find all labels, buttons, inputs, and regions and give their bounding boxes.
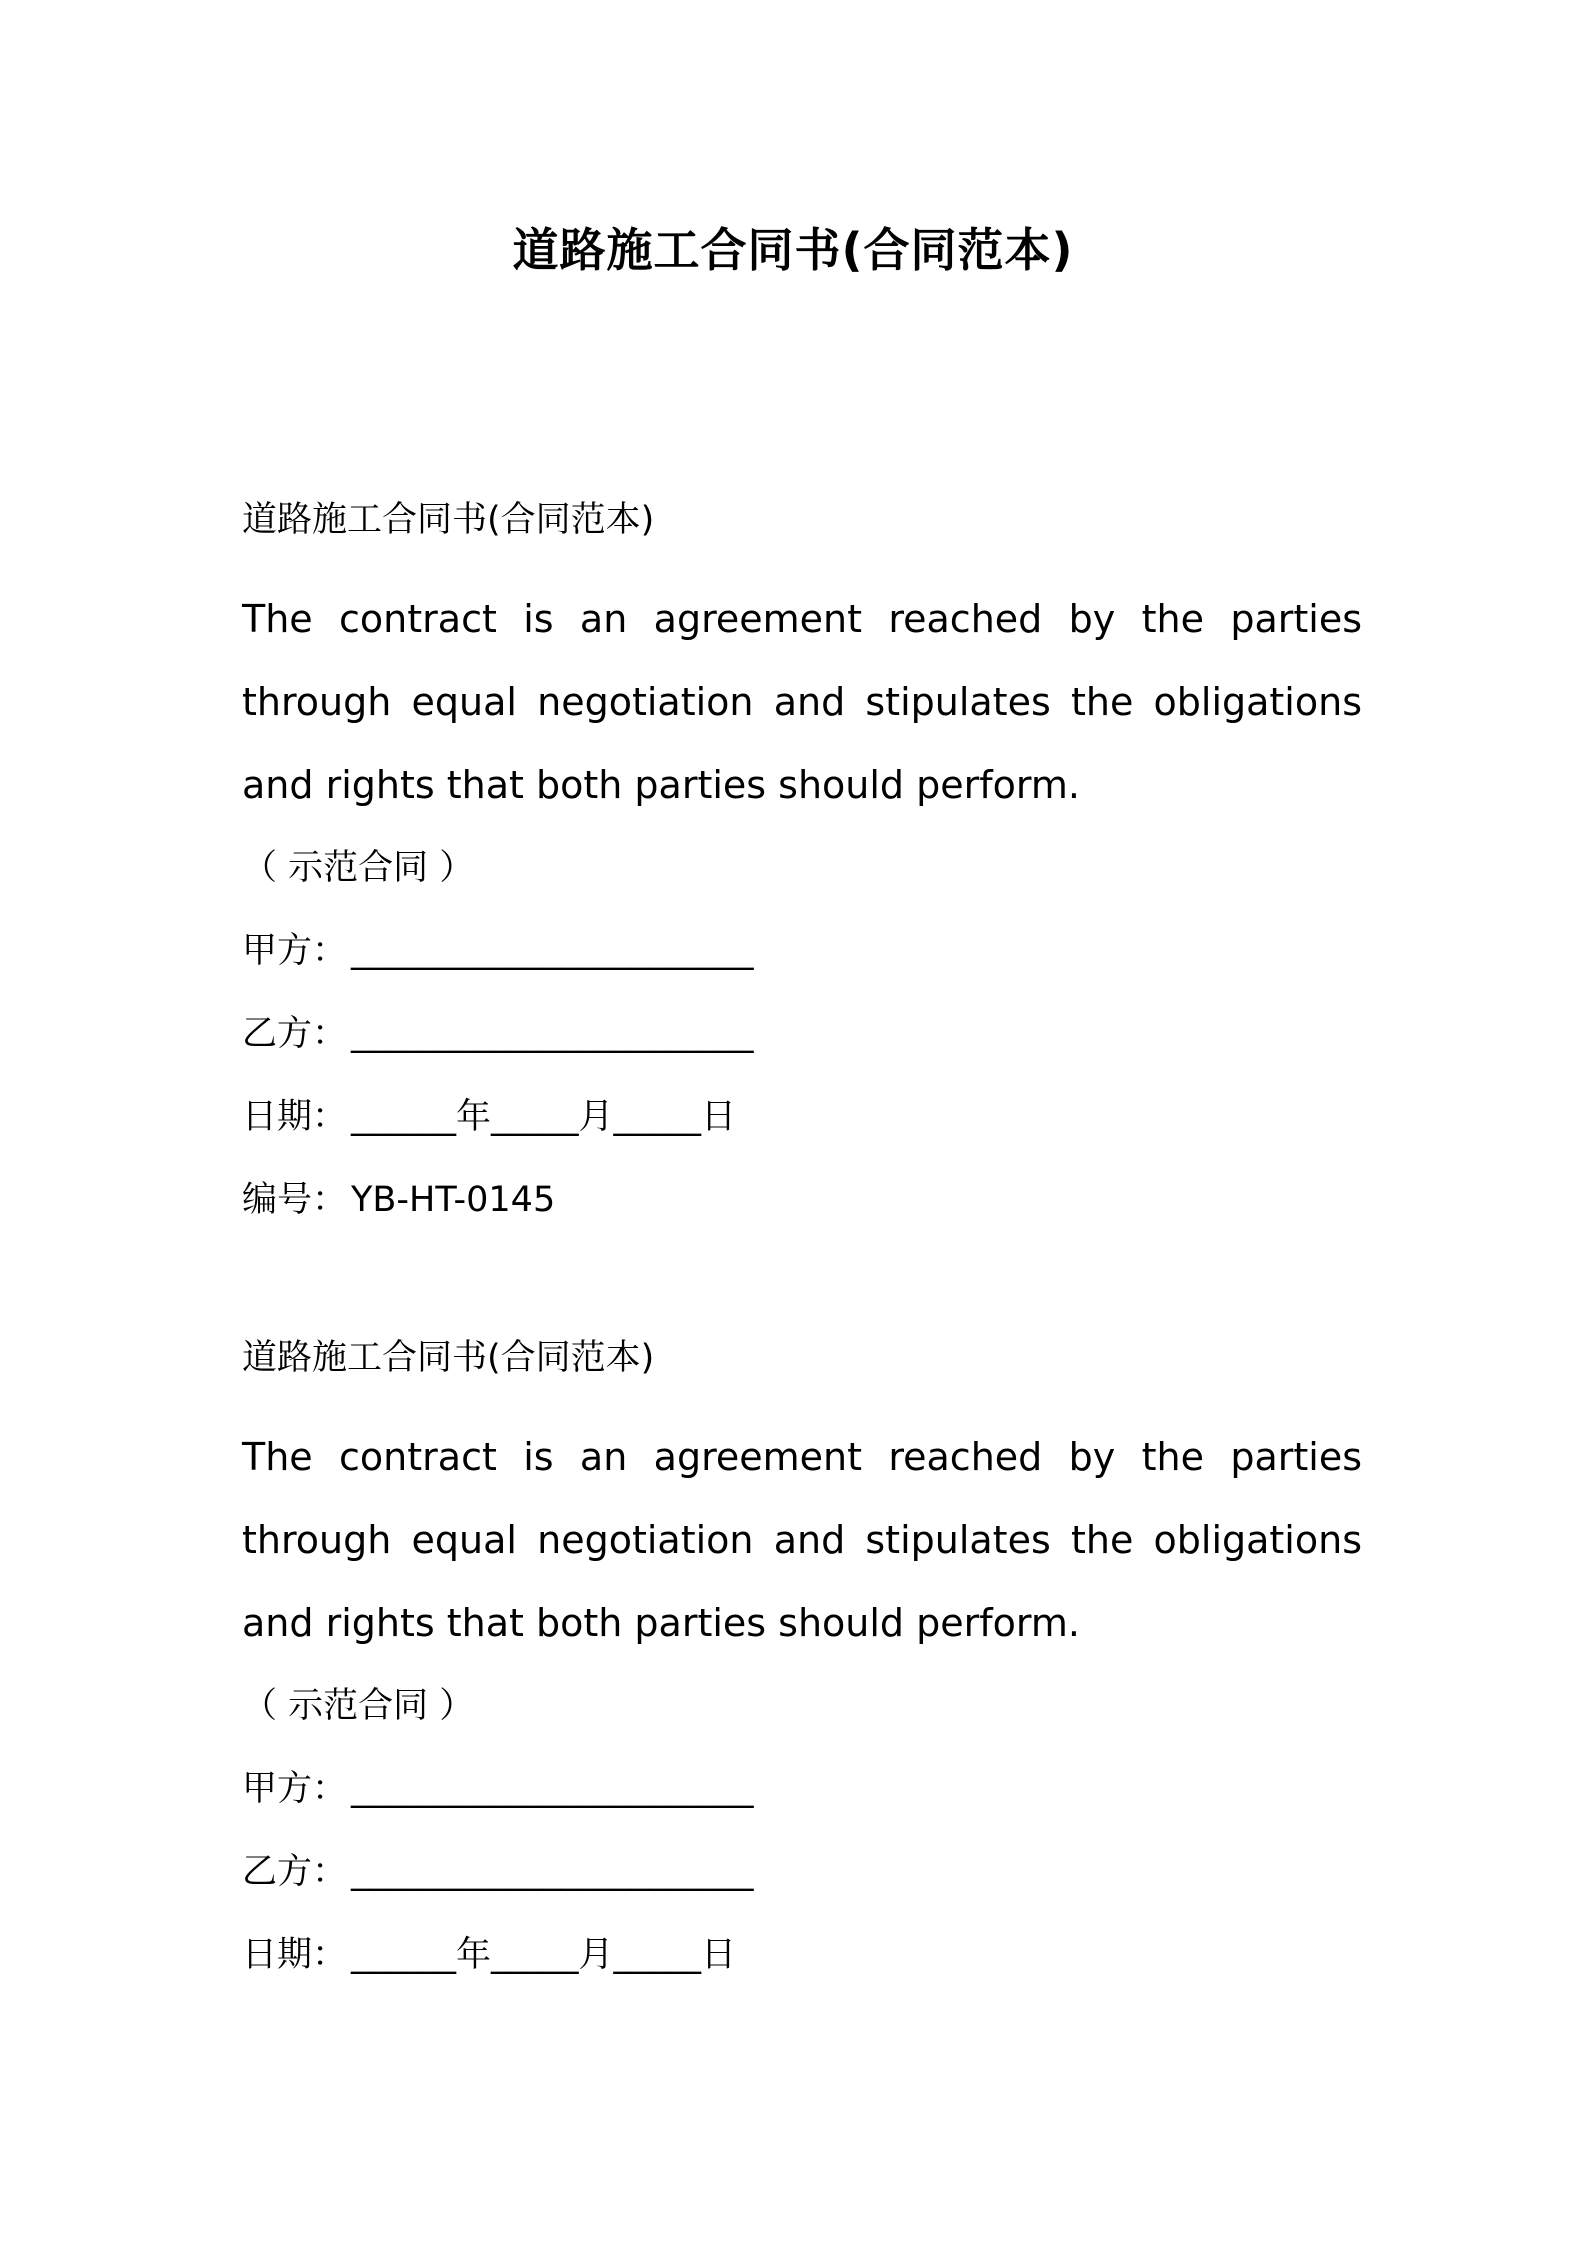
party-b-blank: _______________________ xyxy=(351,1014,754,1054)
party-a-label: 甲方： xyxy=(242,1769,348,1809)
intro-paragraph: The contract is an agreement reached by the parties through equal negotiation and stipulates the obligations and rights that both parties should perform. xyxy=(242,1435,1362,1645)
party-a-label: 甲方： xyxy=(242,931,348,971)
demo-contract-label: （ 示范合同 ） xyxy=(242,1686,475,1726)
number-value: YB-HT-0145 xyxy=(351,1180,556,1220)
party-b-row xyxy=(242,993,1362,1076)
number-row xyxy=(242,1159,1362,1242)
party-b-row xyxy=(242,1831,1362,1914)
number-label: 编号： xyxy=(242,1180,348,1220)
date-blank: ______年_____月_____日 xyxy=(351,1935,737,1975)
contract-section xyxy=(242,495,1362,1242)
intro-paragraph: The contract is an agreement reached by the parties through equal negotiation and stipulates the obligations and rights that both parties should perform. xyxy=(242,597,1362,807)
party-a-blank: _______________________ xyxy=(351,931,754,971)
date-blank: ______年_____月_____日 xyxy=(351,1097,737,1137)
demo-contract-label: （ 示范合同 ） xyxy=(242,848,475,888)
party-a-blank: _______________________ xyxy=(351,1769,754,1809)
party-b-blank: _______________________ xyxy=(351,1852,754,1892)
date-row xyxy=(242,1914,1362,1997)
party-a-row xyxy=(242,910,1362,993)
party-b-label: 乙方： xyxy=(242,1852,348,1892)
party-a-row xyxy=(242,1748,1362,1831)
party-b-label: 乙方： xyxy=(242,1014,348,1054)
date-label: 日期： xyxy=(242,1935,348,1975)
contract-section xyxy=(242,1333,1362,1997)
page-title: 道路施工合同书(合同范本) xyxy=(512,223,1074,277)
date-label: 日期： xyxy=(242,1097,348,1137)
date-row xyxy=(242,1076,1362,1159)
section-heading: 道路施工合同书(合同范本) xyxy=(242,1338,655,1378)
section-heading: 道路施工合同书(合同范本) xyxy=(242,500,655,540)
